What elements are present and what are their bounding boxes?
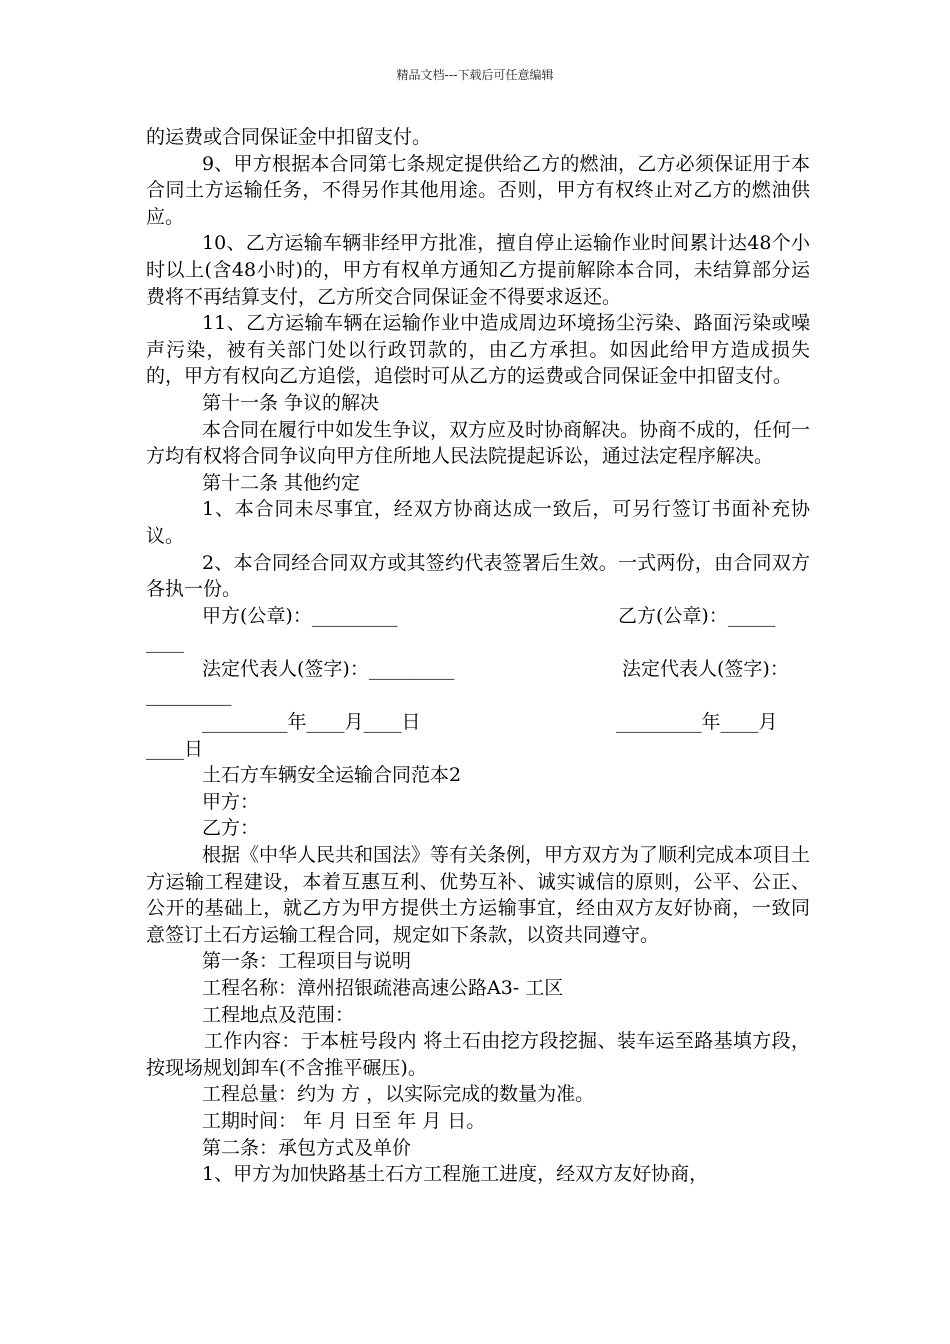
clause-11: 11、乙方运输车辆在运输作业中造成周边环境扬尘污染、路面污染或噪声污染，被有关部门处以行政罚款的，由乙方承担。如因此给甲方造成损失的，甲方有权向乙方追偿，追偿时可从乙方的运费或合同保证金中扣留支付。 xyxy=(146,312,810,388)
article-2-clause-1: 1、甲方为加快路基土石方工程施工进度，经双方友好协商， xyxy=(202,1163,709,1186)
date-a: _________年____月____日 xyxy=(202,711,421,734)
legal-rep-b-wrap: _________ xyxy=(146,684,232,707)
party-b-seal: 乙方(公章)：_____ xyxy=(618,604,776,627)
project-site: 工程地点及范围： xyxy=(202,1003,355,1026)
legal-rep-line xyxy=(146,656,810,683)
legal-rep-a: 法定代表人(签字)：_________ xyxy=(202,657,455,680)
legal-rep-b: 法定代表人(签字)： xyxy=(622,657,789,680)
duration: 工期时间： 年 月 日至 年 月 日。 xyxy=(202,1109,486,1132)
date-b-wrap: ____日 xyxy=(146,737,204,760)
party-b-label: 乙方： xyxy=(202,817,260,840)
seal-line xyxy=(146,603,810,630)
other-clause-2: 2、本合同经合同双方或其签约代表签署后生效。一式两份，由合同双方各执一份。 xyxy=(146,551,810,601)
other-clause-1: 1、本合同未尽事宜，经双方协商达成一致后，可另行签订书面补充协议。 xyxy=(146,498,810,547)
contract-2-title: 土石方车辆安全运输合同范本2 xyxy=(202,764,462,787)
article-11-heading: 第十一条 争议的解决 xyxy=(202,391,380,414)
total-quantity: 工程总量：约为 方 ，以实际完成的数量为准。 xyxy=(202,1083,595,1106)
work-content: 工作内容：于本桩号段内 将土石由挖方段挖掘、装车运至路基填方段，按现场规划卸车(不含推平碾压)。 xyxy=(146,1030,810,1079)
article-2-heading: 第二条：承包方式及单价 xyxy=(202,1136,412,1159)
article-12-heading: 第十二条 其他约定 xyxy=(202,471,361,494)
page-header: 精品文档---下载后可任意编辑 xyxy=(396,68,554,82)
clause-10: 10、乙方运输车辆非经甲方批准，擅自停止运输作业时间累计达48个小时以上(含48小时)的，甲方有权单方通知乙方提前解除本合同，未结算部分运费将不再结算支付，乙方所交合同保证金不得要求返还。 xyxy=(146,232,810,308)
article-1-heading: 第一条：工程项目与说明 xyxy=(202,950,412,973)
date-line xyxy=(146,709,810,736)
party-a-seal: 甲方(公章)：_________ xyxy=(202,604,398,627)
document-body xyxy=(146,124,810,1188)
paragraph: 的运费或合同保证金中扣留支付。 xyxy=(146,126,432,148)
dispute-paragraph: 本合同在履行中如发生争议，双方应及时协商解决。协商不成的，任何一方均有权将合同争议向甲方住所地人民法院提起诉讼，通过法定程序解决。 xyxy=(146,418,811,468)
date-b: _________年____月 xyxy=(616,711,778,734)
clause-9: 9、甲方根据本合同第七条规定提供给乙方的燃油，乙方必须保证用于本合同土方运输任务，不得另作其他用途。否则，甲方有权终止对乙方的燃油供应。 xyxy=(146,152,810,228)
contract-2-intro: 根据《中华人民共和国法》等有关条例，甲方双方为了顺利完成本项目土方运输工程建设，本着互惠互利、优势互补、诚实诚信的原则，公平、公正、公开的基础上，就乙方为甲方提供土方运输事宜，经由双方友好协商，一致同意签订土石方运输工程合同，规定如下条款，以资共同遵守。 xyxy=(146,844,811,946)
party-a-label: 甲方： xyxy=(202,790,260,813)
project-name: 工程名称：漳州招银疏港高速公路A3- 工区 xyxy=(202,977,564,999)
party-b-seal-wrap: ____ xyxy=(146,631,184,654)
